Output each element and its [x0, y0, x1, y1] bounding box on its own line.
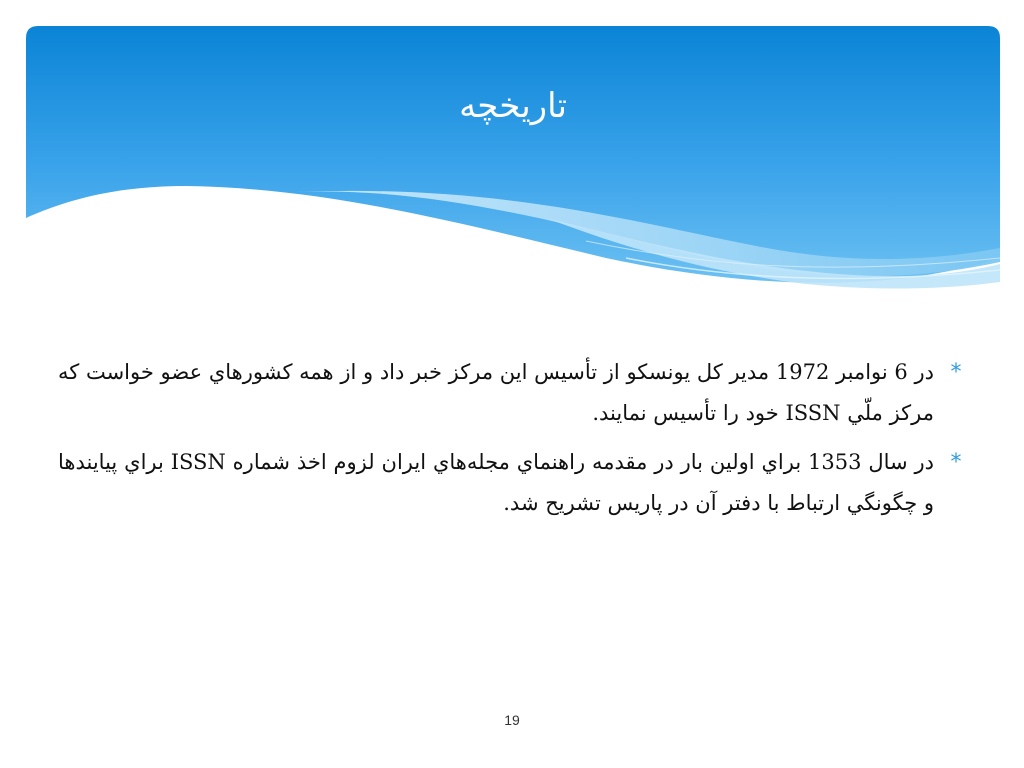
header-wave-main [26, 26, 1000, 283]
bullet-list [58, 352, 968, 532]
slide-title: تاریخچه [459, 86, 567, 126]
bullet-text: در سال 1353 براي اولین بار در مقدمه راهنماي مجله‌هاي ایران لزوم اخذ شماره ISSN براي پیایندها و چگونگي ارتباط با دفتر آن در پاریس تشریح شد. [58, 450, 934, 515]
bullet-item [58, 352, 968, 434]
asterisk-bullet-icon: * [950, 450, 962, 475]
page-number: 19 [504, 712, 520, 728]
asterisk-bullet-icon: * [950, 360, 962, 385]
bullet-item [58, 442, 968, 524]
bullet-text: در 6 نوامبر 1972 مدیر کل یونسکو از تأسیس این مرکز خبر داد و از همه کشورهاي عضو خواست که مرکز ملّي ISSN خود را تأسیس نمایند. [58, 360, 934, 425]
header-band [26, 26, 1000, 296]
